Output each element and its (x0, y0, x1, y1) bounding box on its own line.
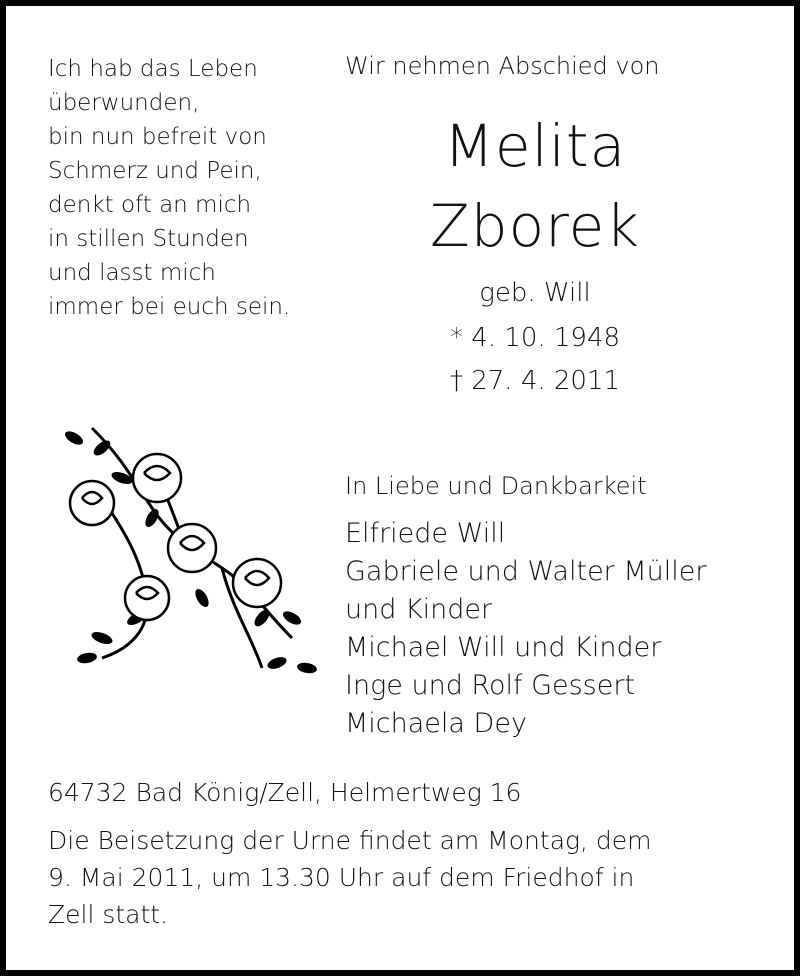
poem-line: Schmerz und Pein, (48, 158, 262, 184)
burial-line: 9. Mai 2011, um 13.30 Uhr auf dem Friedhof in (48, 863, 635, 892)
poem-line: denkt oft an mich (48, 192, 252, 218)
mourner: Gabriele und Walter Müller (345, 556, 707, 587)
thanks-line: In Liebe und Dankbarkeit (345, 472, 647, 500)
poem-line: überwunden, (48, 90, 200, 116)
birth-date: * 4. 10. 1948 (449, 323, 621, 353)
intro-text: Wir nehmen Abschied von (345, 52, 660, 80)
poem-line: und lasst mich (48, 260, 216, 286)
burial-line: Zell statt. (48, 900, 169, 929)
poem-line: Ich hab das Leben (48, 56, 258, 82)
first-name: Melita (443, 112, 627, 180)
burial-line: Die Beisetzung der Urne findet am Montag, dem (48, 826, 652, 855)
poem-line: bin nun befreit von (48, 124, 267, 150)
mourner: Michaela Dey (345, 708, 527, 739)
burial-info (48, 822, 652, 933)
mourner: und Kinder (345, 594, 493, 625)
mourner: Elfriede Will (345, 518, 506, 549)
maiden-name: geb. Will (479, 278, 591, 308)
poem-line: in stillen Stunden (48, 226, 249, 252)
poem (48, 52, 290, 324)
death-date: † 27. 4. 2011 (449, 366, 621, 396)
address: 64732 Bad König/Zell, Helmertweg 16 (48, 778, 522, 807)
mourner: Michael Will und Kinder (345, 632, 662, 663)
mourner: Inge und Rolf Gessert (345, 670, 636, 701)
mourners-list (345, 515, 706, 743)
poem-line: immer bei euch sein. (48, 294, 291, 320)
roses-illustration (62, 418, 327, 678)
last-name: Zborek (430, 192, 640, 260)
